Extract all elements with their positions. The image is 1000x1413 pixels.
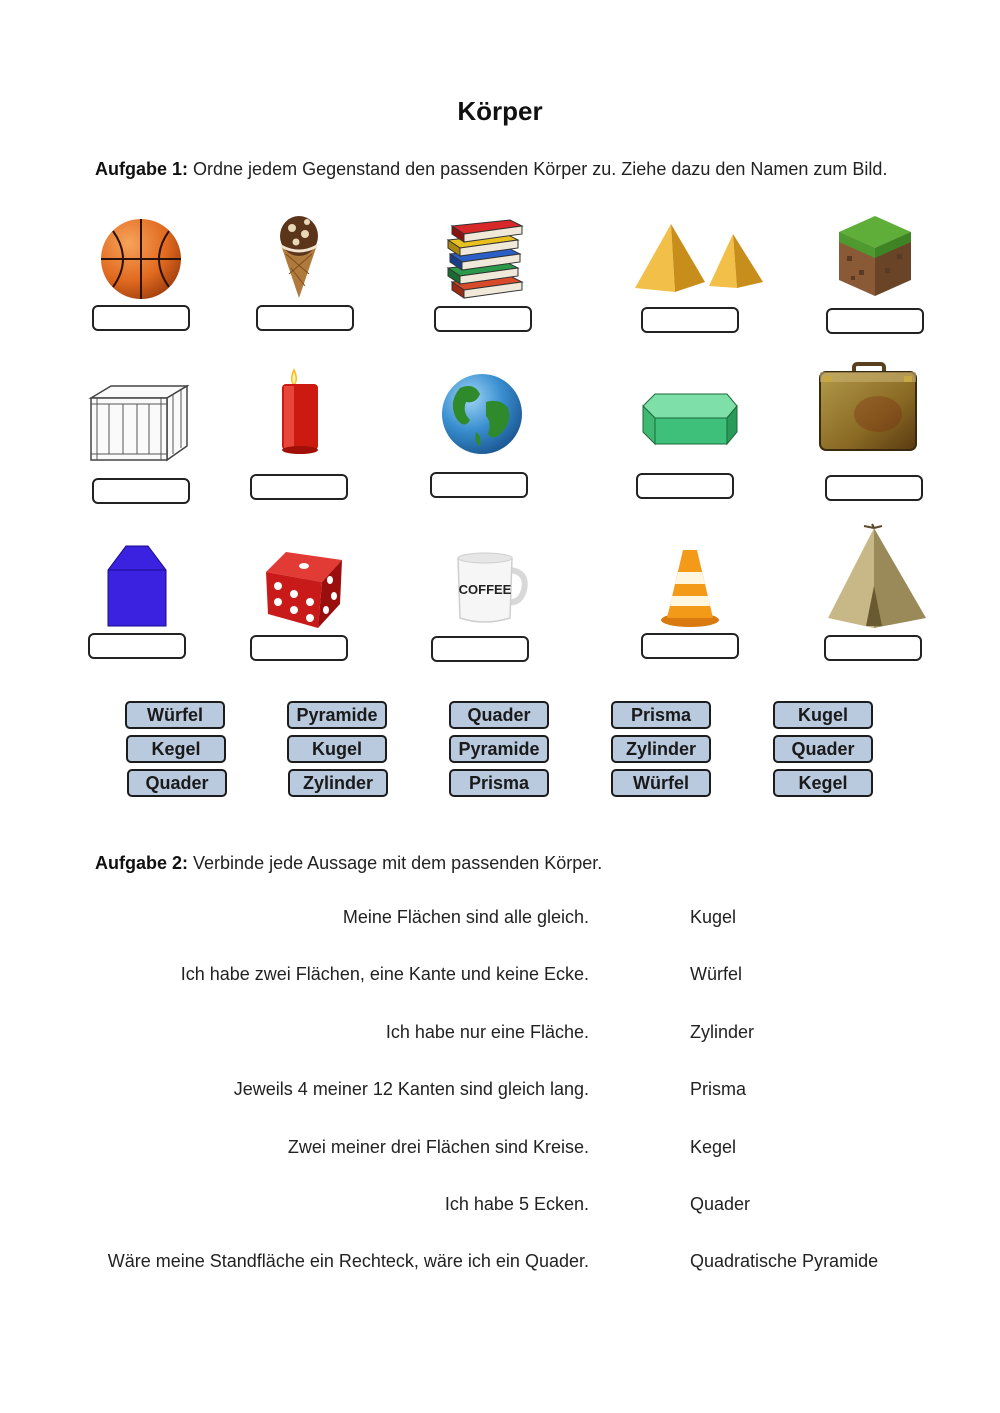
statement-item[interactable]: Zwei meiner drei Flächen sind Kreise.	[287, 1137, 589, 1157]
drop-box-ice-cream[interactable]	[256, 305, 354, 331]
task1-label: Aufgabe 1:	[95, 159, 189, 179]
answer-item[interactable]: Kugel	[690, 907, 737, 927]
book-stack-image	[444, 218, 528, 300]
word-tile[interactable]: Kegel	[773, 769, 873, 797]
dice-image	[264, 550, 344, 630]
drop-box-pentagon-prism[interactable]	[88, 633, 186, 659]
answer-item[interactable]: Würfel	[690, 964, 743, 984]
word-tile[interactable]: Pyramide	[287, 701, 387, 729]
drop-box-dice[interactable]	[250, 635, 348, 661]
suitcase-image	[818, 362, 918, 454]
answer-item[interactable]: Quadratische Pyramide	[690, 1251, 879, 1271]
answer-item[interactable]: Zylinder	[690, 1022, 755, 1042]
statement-item[interactable]: Jeweils 4 meiner 12 Kanten sind gleich lang.	[233, 1079, 589, 1099]
hexagonal-prism-image	[641, 392, 739, 446]
word-tile[interactable]: Prisma	[611, 701, 711, 729]
drop-box-coffee-mug[interactable]	[431, 636, 529, 662]
grass-block-image	[837, 214, 913, 298]
drop-box-grass-block[interactable]	[826, 308, 924, 334]
answer-item[interactable]: Kegel	[690, 1137, 737, 1157]
task2-text: Verbinde jede Aussage mit dem passenden Körper.	[188, 853, 603, 873]
word-tile[interactable]: Würfel	[125, 701, 225, 729]
word-tile[interactable]: Kegel	[126, 735, 226, 763]
tent-image	[826, 526, 930, 630]
drop-box-tent[interactable]	[824, 635, 922, 661]
globe-image	[440, 372, 524, 456]
pyramids-image	[633, 222, 765, 294]
statement-item[interactable]: Meine Flächen sind alle gleich.	[342, 907, 589, 927]
page-title: Körper	[457, 96, 543, 126]
word-tile[interactable]: Pyramide	[449, 735, 549, 763]
word-tile[interactable]: Quader	[127, 769, 227, 797]
drop-box-pyramids[interactable]	[641, 307, 739, 333]
word-tile[interactable]: Kugel	[773, 701, 873, 729]
statement-item[interactable]: Ich habe nur eine Fläche.	[385, 1022, 589, 1042]
drop-box-books[interactable]	[434, 306, 532, 332]
drop-box-suitcase[interactable]	[825, 475, 923, 501]
drop-box-globe[interactable]	[430, 472, 528, 498]
task1-text: Ordne jedem Gegenstand den passenden Körper zu. Ziehe dazu den Namen zum Bild.	[188, 159, 888, 179]
coffee-mug-image	[452, 552, 528, 626]
pentagon-prism-image	[106, 544, 168, 628]
drop-box-crate[interactable]	[92, 478, 190, 504]
drop-box-candle[interactable]	[250, 474, 348, 500]
candle-image	[278, 364, 322, 456]
word-tile[interactable]: Zylinder	[288, 769, 388, 797]
statement-item[interactable]: Ich habe 5 Ecken.	[444, 1194, 589, 1214]
basketball-image	[99, 217, 183, 301]
word-tile[interactable]: Zylinder	[611, 735, 711, 763]
traffic-cone-image	[659, 548, 721, 628]
word-tile[interactable]: Prisma	[449, 769, 549, 797]
ice-cream-cone-image	[276, 214, 322, 300]
task1-instruction	[95, 159, 887, 180]
drop-box-traffic-cone[interactable]	[641, 633, 739, 659]
answer-item[interactable]: Quader	[690, 1194, 751, 1214]
drop-box-hex-prism[interactable]	[636, 473, 734, 499]
word-tile[interactable]: Quader	[449, 701, 549, 729]
statement-item[interactable]: Wäre meine Standfläche ein Rechteck, wäre ich ein Quader.	[107, 1251, 589, 1271]
word-tile[interactable]: Kugel	[287, 735, 387, 763]
task2-label: Aufgabe 2:	[95, 853, 189, 873]
task2-instruction	[95, 853, 602, 874]
answer-item[interactable]: Prisma	[690, 1079, 747, 1099]
mug-label: COFFEE	[458, 582, 512, 597]
wooden-crate-image	[89, 384, 189, 462]
word-tile[interactable]: Würfel	[611, 769, 711, 797]
word-tile[interactable]: Quader	[773, 735, 873, 763]
statement-item[interactable]: Ich habe zwei Flächen, eine Kante und keine Ecke.	[180, 964, 589, 984]
drop-box-basketball[interactable]	[92, 305, 190, 331]
